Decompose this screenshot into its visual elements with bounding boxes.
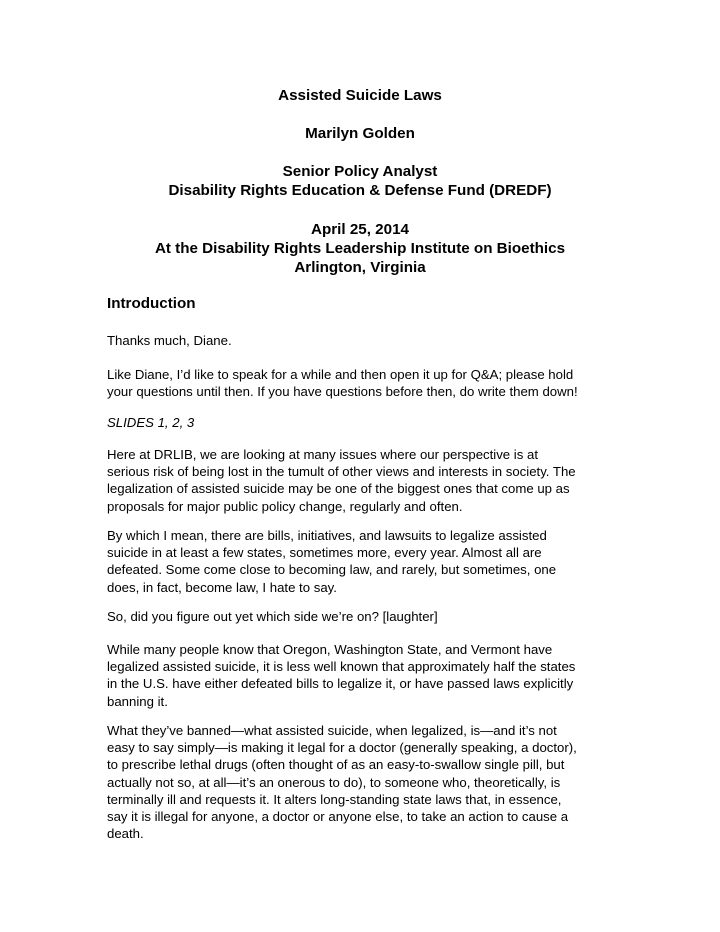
affiliation-block <box>0 162 720 200</box>
paragraph-7 <box>107 641 627 710</box>
paragraph-2 <box>107 366 627 400</box>
paragraph-line: actually not so, at all—it’s an onerous to do), to someone who, theoretically, is <box>107 774 561 790</box>
paragraph-line: easy to say simply—is making it legal for a doctor (generally speaking, a doctor), <box>107 740 577 756</box>
paragraph-line: say it is illegal for anyone, a doctor or anyone else, to take an action to cause a <box>107 809 569 825</box>
title-text: Assisted Suicide Laws <box>278 87 442 104</box>
author-name: Marilyn Golden <box>305 125 415 142</box>
event-date: April 25, 2014 <box>311 221 409 238</box>
event-name: At the Disability Rights Leadership Institute on Bioethics <box>154 240 566 257</box>
paragraph-line: death. <box>107 826 144 842</box>
paragraph-line: legalization of assisted suicide may be one of the biggest ones that come up as <box>107 481 570 497</box>
paragraph-line: Thanks much, Diane. <box>107 333 232 348</box>
paragraph-4 <box>107 446 627 515</box>
document-title <box>0 86 720 105</box>
paragraph-line: What they’ve banned—what assisted suicide, when legalized, is—and it’s not <box>107 723 557 738</box>
slides-note <box>107 414 627 431</box>
paragraph-1 <box>107 332 627 349</box>
paragraph-line: So, did you figure out yet which side we’re on? [laughter] <box>107 609 438 624</box>
paragraph-line: By which I mean, there are bills, initiatives, and lawsuits to legalize assisted <box>107 528 547 543</box>
author-block <box>0 124 720 143</box>
paragraph-line: suicide in at least a few states, sometimes more, every year. Almost all are <box>107 545 542 561</box>
paragraph-line: does, in fact, become law, I hate to say. <box>107 579 337 595</box>
paragraph-line: serious risk of being lost in the tumult of other views and interests in society. The <box>107 464 576 480</box>
paragraph-line: proposals for major public policy change, regularly and often. <box>107 498 463 514</box>
event-location: Arlington, Virginia <box>294 259 426 276</box>
paragraph-line: to prescribe lethal drugs (often thought of as an easy-to-swallow single pill, but <box>107 757 565 773</box>
author-role: Senior Policy Analyst <box>282 163 438 180</box>
paragraph-line: SLIDES 1, 2, 3 <box>107 415 195 430</box>
paragraph-line: defeated. Some come close to becoming law, and rarely, but sometimes, one <box>107 562 557 578</box>
author-organization: Disability Rights Education & Defense Fund (DREDF) <box>168 182 552 199</box>
paragraph-line: terminally ill and requests it. It alters long-standing state laws that, in essence, <box>107 791 562 807</box>
paragraph-line: your questions until then. If you have questions before then, do write them down! <box>107 384 578 400</box>
paragraph-6 <box>107 608 627 625</box>
paragraph-line: Like Diane, I’d like to speak for a while and then open it up for Q&A; please hold <box>107 367 574 382</box>
paragraph-line: While many people know that Oregon, Washington State, and Vermont have <box>107 642 553 657</box>
paragraph-5 <box>107 527 627 596</box>
paragraph-line: banning it. <box>107 693 168 709</box>
paragraph-line: Here at DRLIB, we are looking at many issues where our perspective is at <box>107 447 538 462</box>
section-heading: Introduction <box>107 295 196 312</box>
paragraph-line: in the U.S. have either defeated bills to legalize it, or have passed laws explicitly <box>107 676 574 692</box>
paragraph-8 <box>107 722 627 842</box>
paragraph-line: legalized assisted suicide, it is less well known that approximately half the states <box>107 659 576 675</box>
event-block <box>0 220 720 277</box>
